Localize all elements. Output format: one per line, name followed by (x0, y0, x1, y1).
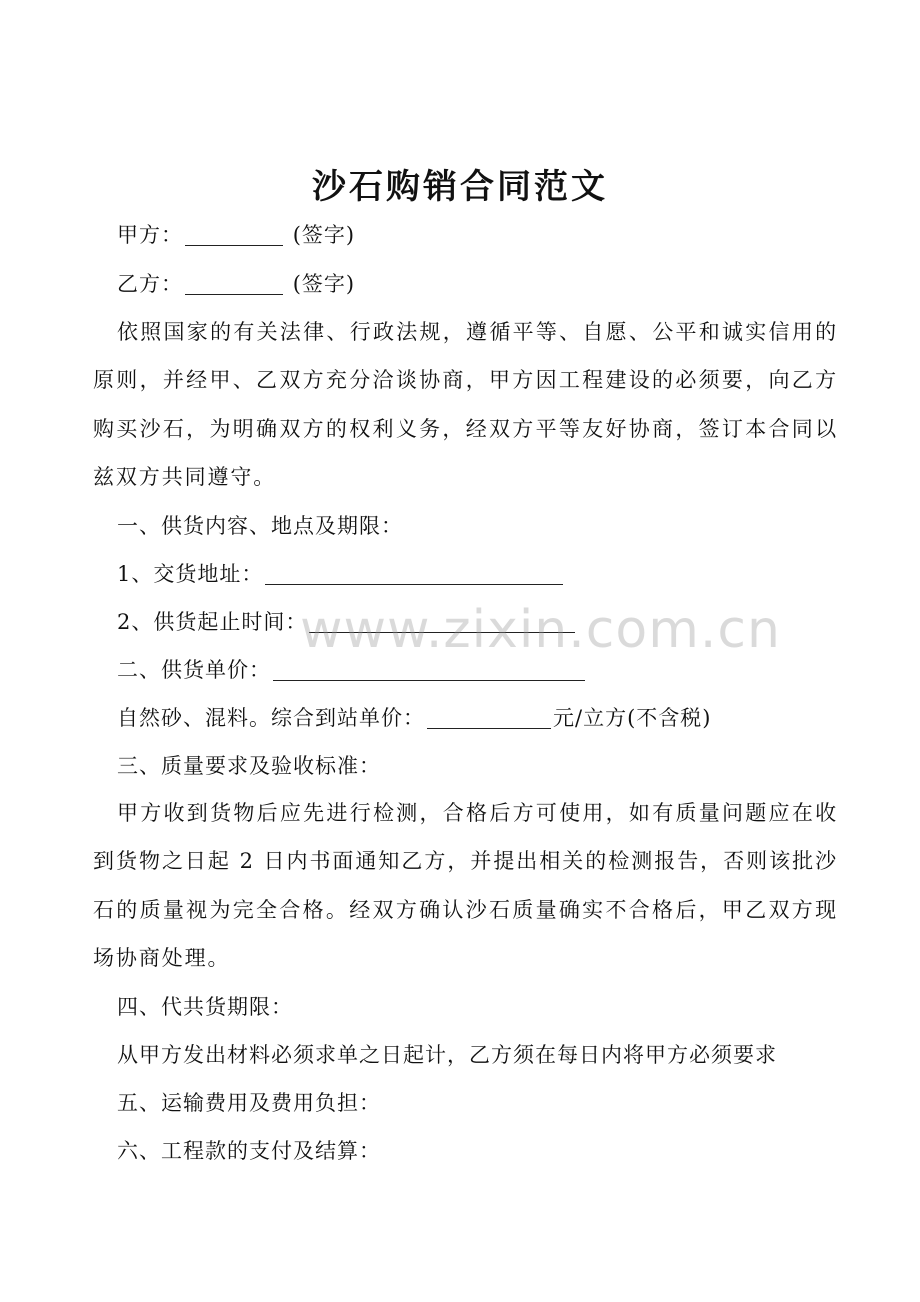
section-5-heading: 五、运输费用及费用负担： (117, 1091, 381, 1115)
section-2-heading: 二、供货单价： (117, 658, 271, 682)
party-a-blank (185, 223, 283, 246)
party-a-label: 甲方： (117, 223, 183, 247)
unit-price-blank (273, 658, 585, 681)
section-6-heading: 六、工程款的支付及结算： (117, 1139, 381, 1163)
section-2-line (117, 655, 587, 685)
delivery-address-label: 1、交货地址： (117, 562, 264, 586)
party-a-sign: (签字) (292, 223, 356, 247)
party-b-blank (185, 272, 283, 295)
supply-period-line (117, 607, 577, 637)
section-3-heading: 三、质量要求及验收标准： (117, 754, 381, 778)
section-4-heading: 四、代共货期限： (117, 995, 293, 1019)
supply-period-blank (309, 610, 575, 633)
price-blank (427, 706, 551, 729)
supply-text: 从甲方发出材料必须求单之日起计，乙方须在每日内将甲方必须要求 (117, 1043, 777, 1067)
price-suffix: 元/立方(不含税) (553, 706, 712, 730)
party-a-line (117, 220, 355, 250)
supply-period-label: 2、供货起止时间： (117, 610, 308, 634)
quality-paragraph: 甲方收到货物后应先进行检测，合格后方可使用，如有质量问题应在收到货物之日起 2 日内书面通知乙方，并提出相关的检测报告，否则该批沙石的质量视为完全合格。经双方确认沙石质量确实不合格后，甲乙双方现场协商处理。 (93, 801, 838, 970)
delivery-address-line (117, 559, 565, 589)
section-1-heading: 一、供货内容、地点及期限： (117, 514, 403, 538)
party-b-label: 乙方： (117, 272, 183, 296)
price-prefix: 自然砂、混料。综合到站单价： (117, 706, 425, 730)
intro-paragraph: 依照国家的有关法律、行政法规，遵循平等、自愿、公平和诚实信用的原则，并经甲、乙双方充分洽谈协商，甲方因工程建设的必须要，向乙方购买沙石，为明确双方的权利义务，经双方平等友好协商，签订本合同以兹双方共同遵守。 (93, 320, 838, 489)
party-b-line (117, 269, 355, 299)
party-b-sign: (签字) (292, 272, 356, 296)
delivery-address-blank (265, 562, 563, 585)
watermark: www.zixin.com.cn (300, 600, 781, 660)
document-title: 沙石购销合同范文 (312, 167, 608, 207)
price-line (117, 703, 711, 733)
